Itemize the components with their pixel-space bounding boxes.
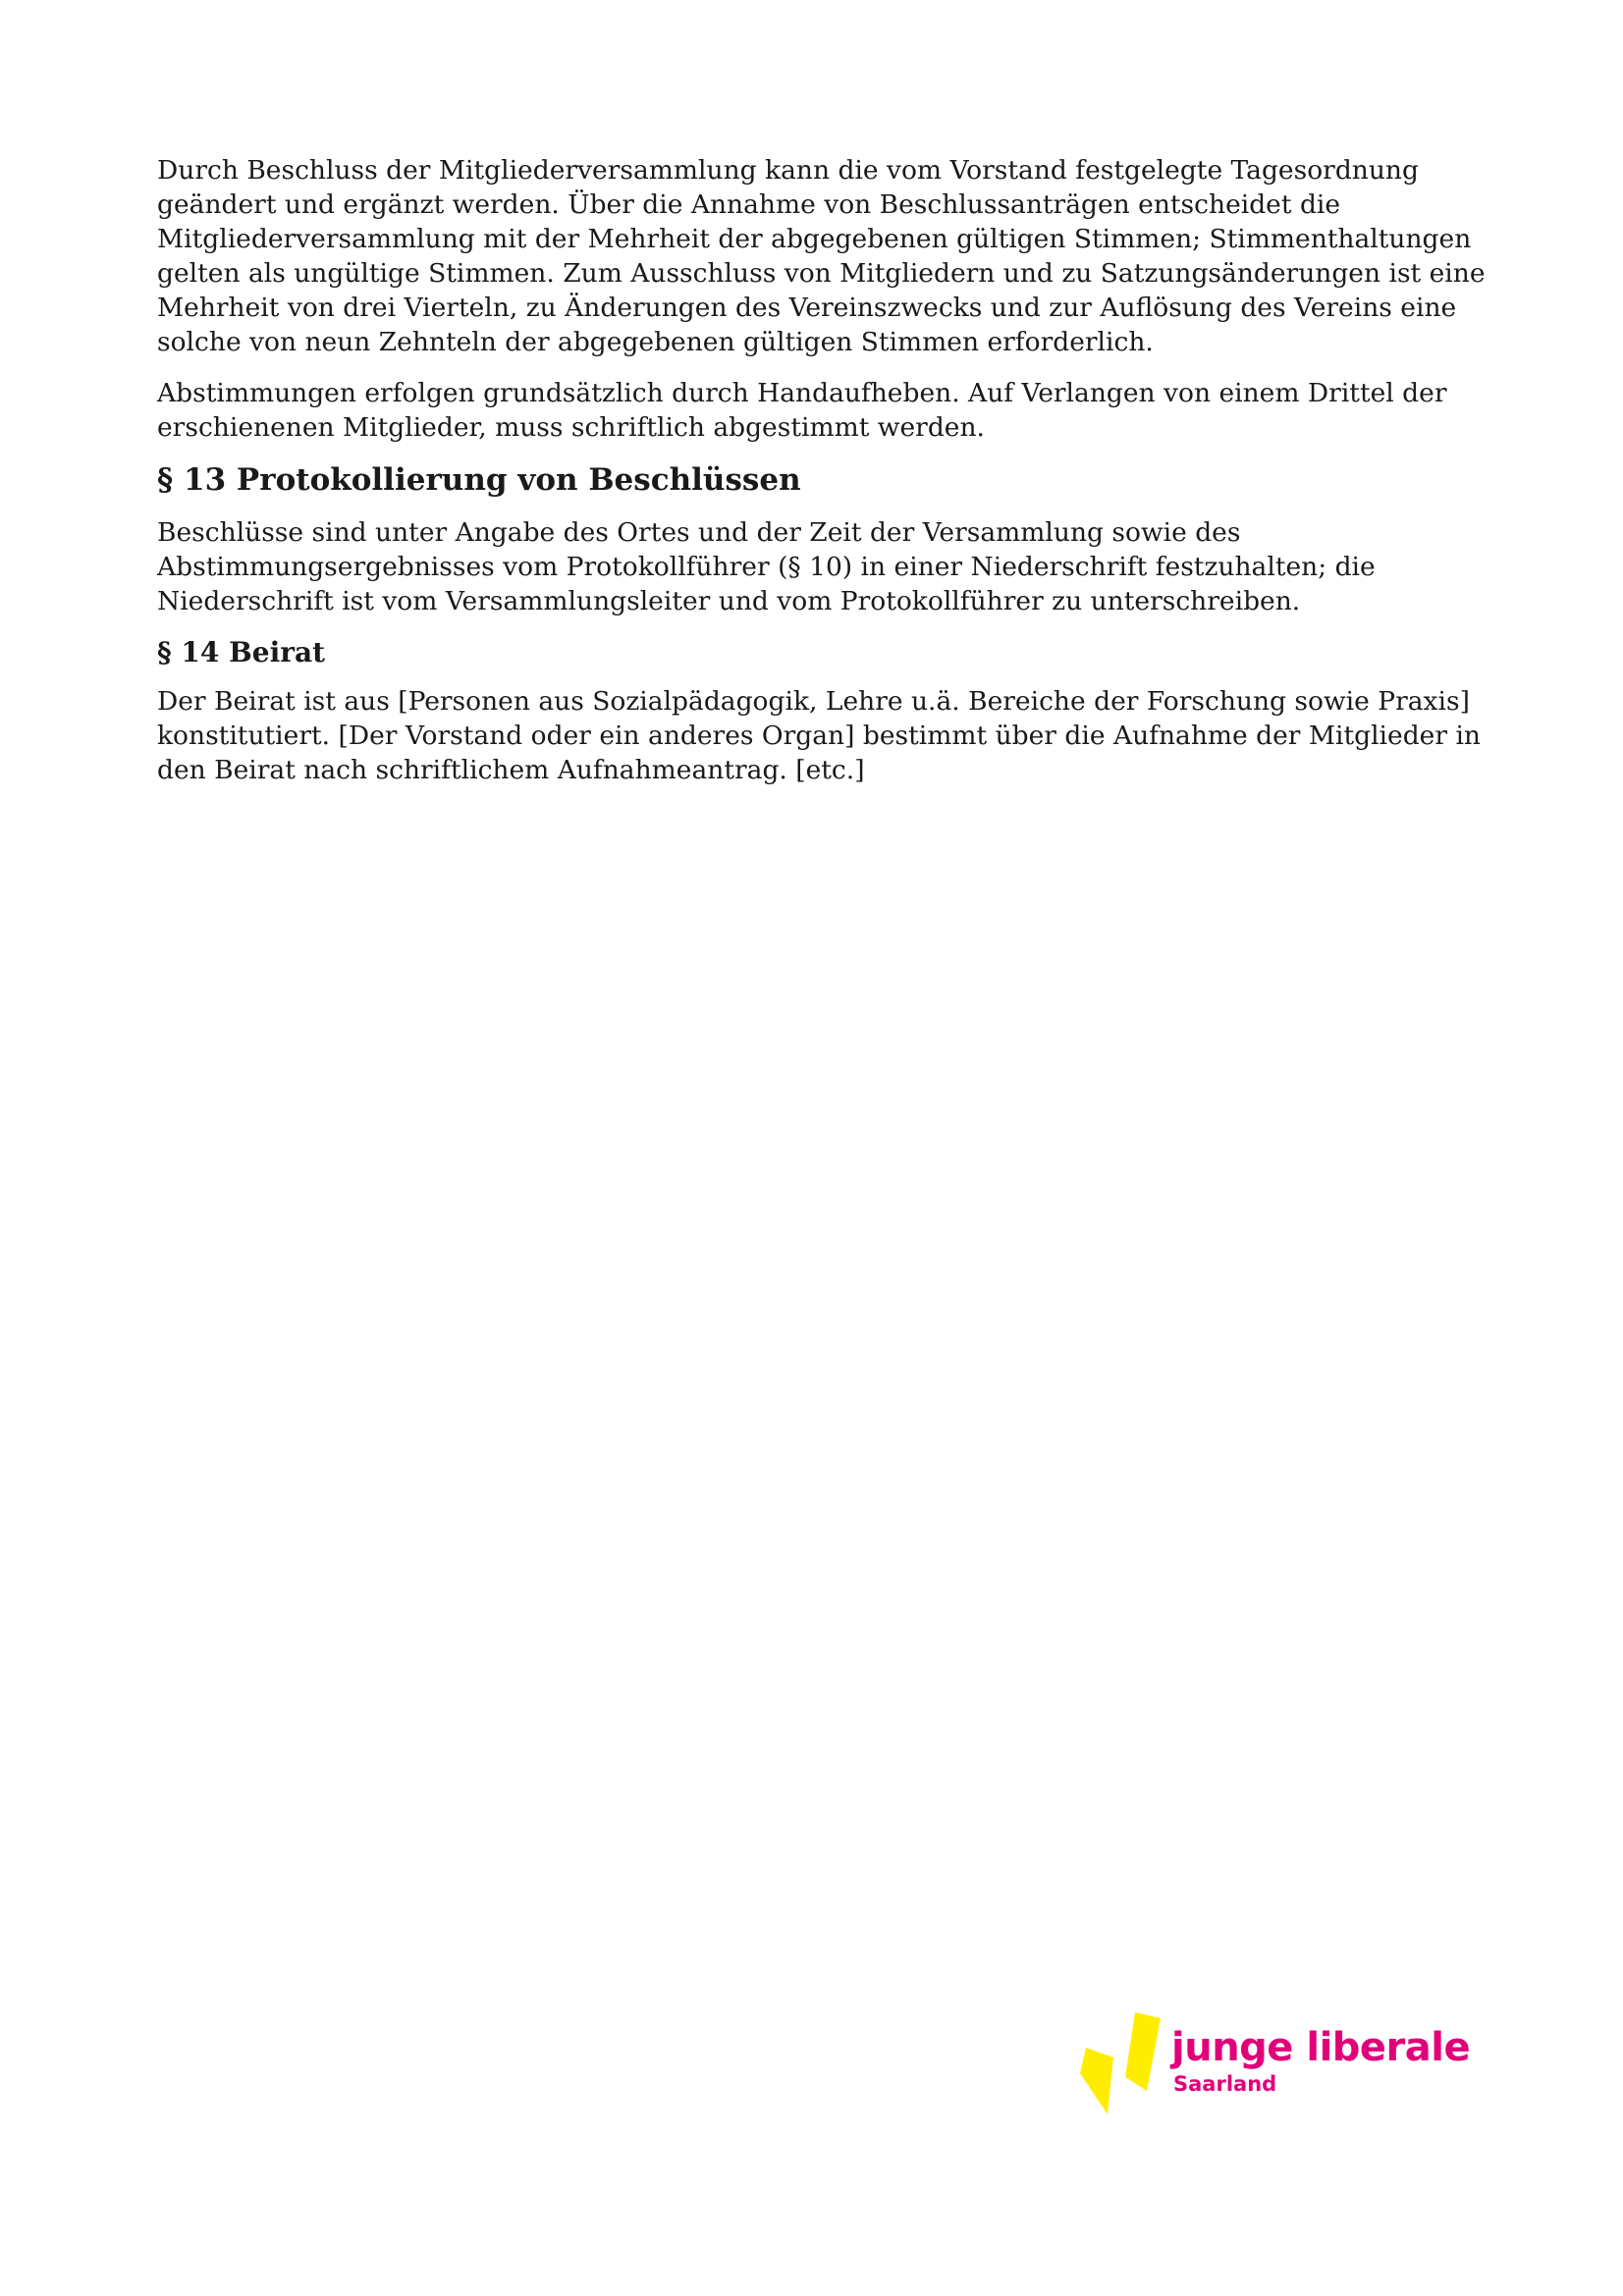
junge-liberale-logo [1078, 2012, 1471, 2130]
logo-region: Saarland [1173, 2072, 1277, 2096]
paragraph-voting-rules: Durch Beschluss der Mitgliederversammlung kann die vom Vorstand festgelegte Tagesordnung geändert und ergänzt werden. Über die Annahme von Beschlussanträgen entscheidet die Mitgliederversammlung mit der Mehrheit der abgegebenen gültigen Stimmen; Stimmenthaltungen gelten als ungültige Stimmen. Zum Ausschluss von Mitgliedern und zu Satzungsänderungen ist eine Mehrheit von drei Vierteln, zu Änderungen des Vereinszwecks und zur Auflösung des Vereins eine solche von neun Zehnteln der abgegebenen gültigen Stimmen erforderlich. [157, 155, 1486, 357]
logo-name: junge liberale [1171, 2025, 1471, 2070]
logo-wordmark [1171, 2024, 1470, 2097]
document-body [157, 153, 1492, 804]
section-13-text: Beschlüsse sind unter Angabe des Ortes und der Zeit der Versammlung sowie des Abstimmungsergebnisses vom Protokollführer (§ 10) in einer Niederschrift festzuhalten; die Niederschrift ist vom Versammlungsleiter und vom Protokollführer zu unterschreiben. [157, 517, 1376, 616]
junge-liberale-mark-icon [1078, 2012, 1168, 2120]
paragraph-voting-procedure: Abstimmungen erfolgen grundsätzlich durch Handaufheben. Auf Verlangen von einem Drittel der erschienenen Mitglieder, muss schriftlich abgestimmt werden. [157, 378, 1447, 443]
section-13-heading: § 13 Protokollierung von Beschlüssen [157, 462, 801, 498]
section-14-text: Der Beirat ist aus [Personen aus Sozialpädagogik, Lehre u.ä. Bereiche der Forschung sowie Praxis] konstitutiert. [Der Vorstand oder ein anderes Organ] bestimmt über die Aufnahme der Mitglieder in den Beirat nach schriftlichem Aufnahmeantrag. [etc.] [157, 686, 1481, 785]
section-14-heading: § 14 Beirat [157, 636, 326, 668]
